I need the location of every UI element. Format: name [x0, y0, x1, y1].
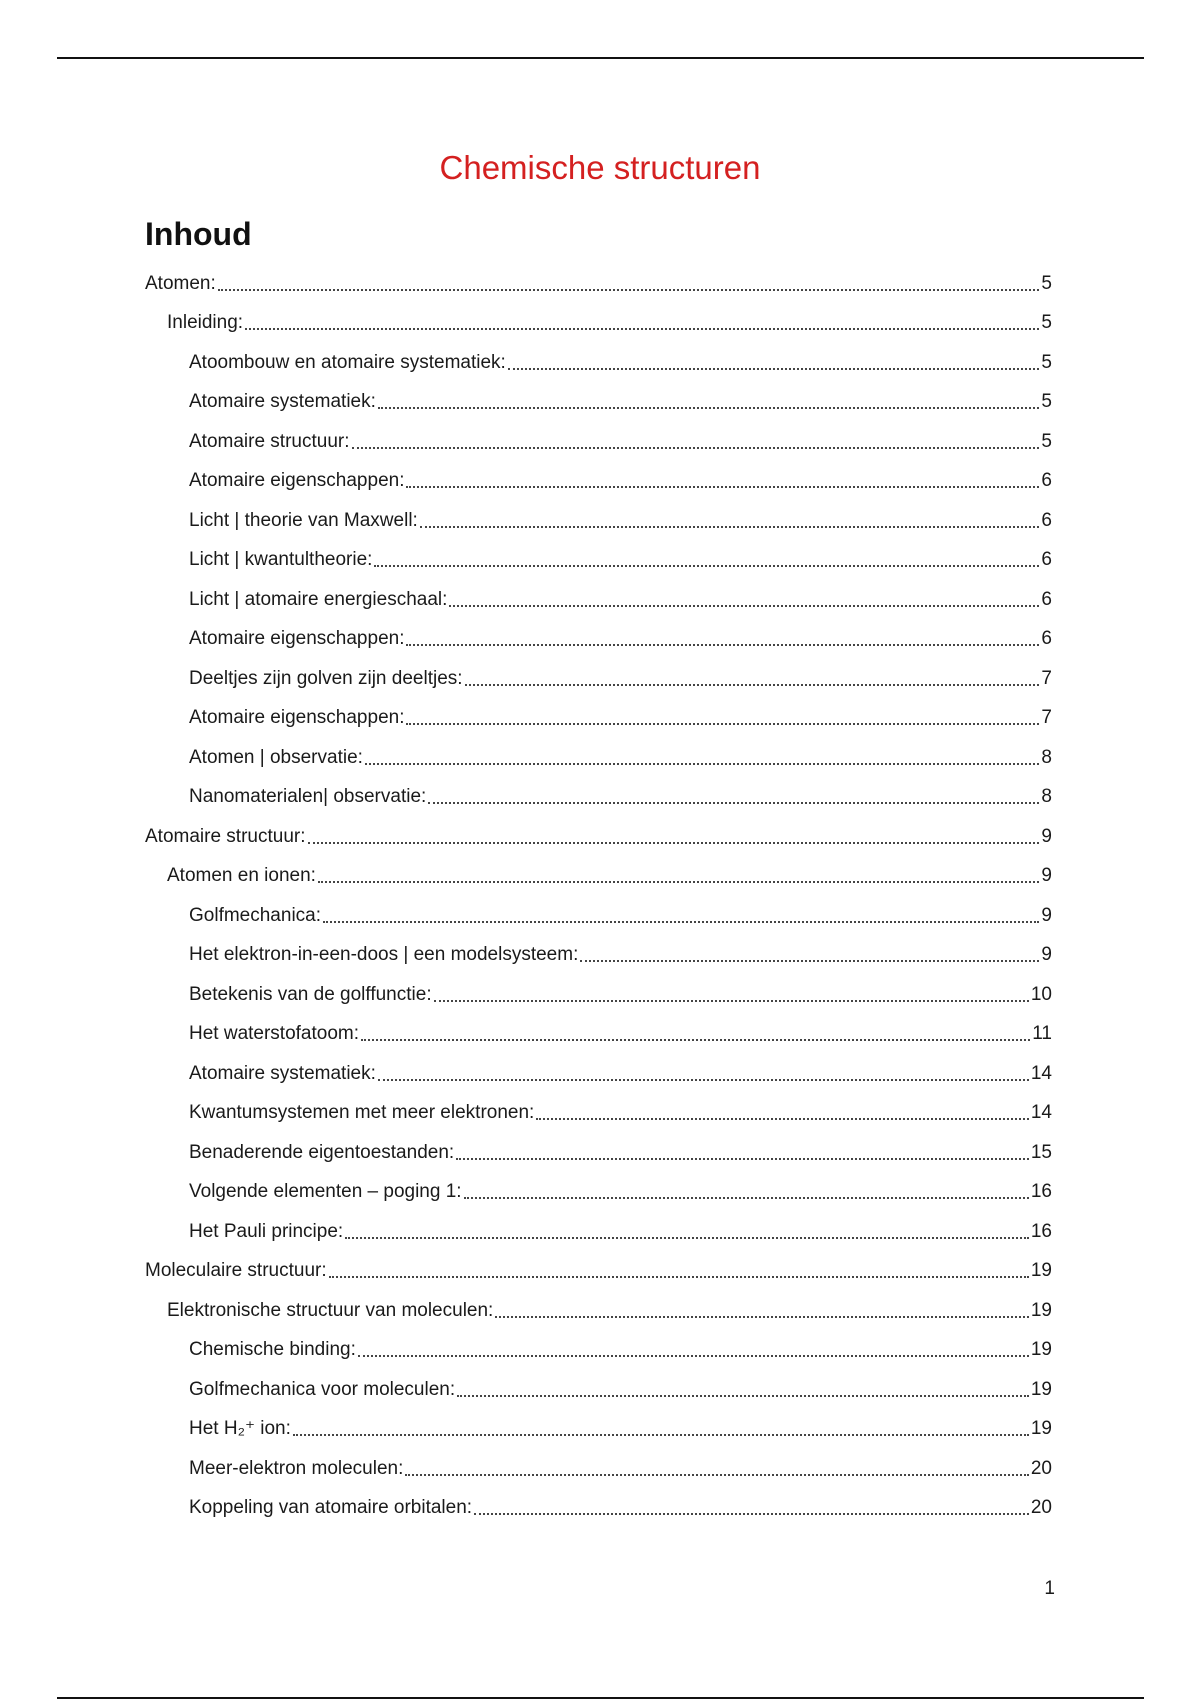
toc-entry-page: 9	[1041, 865, 1052, 886]
toc-entry-page: 6	[1041, 628, 1052, 649]
toc-entry[interactable]	[189, 1491, 1052, 1521]
toc-entry-label: Atomaire eigenschappen:	[189, 470, 405, 491]
toc-entry-page: 8	[1041, 747, 1052, 768]
toc-entry-leader	[434, 1000, 1029, 1002]
toc-entry[interactable]	[167, 1294, 1052, 1324]
toc-entry-label: Atomaire systematiek:	[189, 1063, 376, 1084]
toc-entry-label: Atomaire systematiek:	[189, 391, 376, 412]
toc-entry-leader	[352, 447, 1040, 449]
toc-entry-label: Elektronische structuur van moleculen:	[167, 1300, 494, 1321]
toc-entry[interactable]	[189, 1215, 1052, 1245]
toc-entry-page: 19	[1030, 1418, 1052, 1439]
footer-rule	[57, 1697, 1144, 1699]
toc-entry-leader	[457, 1395, 1029, 1397]
toc-entry-label: Het waterstofatoom:	[189, 1023, 360, 1044]
toc-entry-leader	[508, 368, 1040, 370]
toc-entry-leader	[449, 605, 1039, 607]
toc-entry[interactable]	[189, 899, 1052, 929]
toc-entry-page: 6	[1041, 470, 1052, 491]
toc-entry-leader	[293, 1434, 1029, 1436]
toc-entry[interactable]	[189, 938, 1052, 968]
toc-entry[interactable]	[189, 543, 1052, 573]
toc-entry-label: Atomaire eigenschappen:	[189, 628, 405, 649]
toc-entry-leader	[378, 407, 1040, 409]
toc-entry-leader	[474, 1513, 1029, 1515]
toc-entry-page: 11	[1032, 1023, 1052, 1044]
toc-entry-label: Betekenis van de golffunctie:	[189, 984, 432, 1005]
toc-entry[interactable]	[189, 1412, 1052, 1442]
toc-entry-label: Atomaire structuur:	[189, 431, 350, 452]
toc-entry-leader	[465, 684, 1040, 686]
toc-entry[interactable]	[189, 662, 1052, 692]
toc-entry-leader	[365, 763, 1040, 765]
toc-entry-page: 8	[1041, 786, 1052, 807]
toc-entry-page: 5	[1041, 273, 1052, 294]
toc-entry-leader	[406, 644, 1039, 646]
toc-entry[interactable]	[189, 1057, 1052, 1087]
toc-entry[interactable]	[145, 1254, 1052, 1284]
toc-entry[interactable]	[189, 978, 1052, 1008]
toc-entry-label: Licht | theorie van Maxwell:	[189, 510, 418, 531]
toc-entry-label: Licht | atomaire energieschaal:	[189, 589, 448, 610]
toc-entry-label: Koppeling van atomaire orbitalen:	[189, 1497, 473, 1518]
toc-entry-label: Atoombouw en atomaire systematiek:	[189, 352, 506, 373]
toc-entry-page: 5	[1041, 391, 1052, 412]
toc-entry-leader	[580, 960, 1039, 962]
toc-entry-label: Benaderende eigentoestanden:	[189, 1142, 455, 1163]
toc-entry-page: 5	[1041, 312, 1052, 333]
toc-entry-label: Het H₂⁺ ion:	[189, 1418, 291, 1439]
toc-entry-page: 5	[1041, 431, 1052, 452]
toc-entry-leader	[464, 1197, 1029, 1199]
toc-entry-page: 19	[1030, 1300, 1052, 1321]
toc-entry-leader	[405, 1474, 1028, 1476]
toc-entry[interactable]	[189, 425, 1052, 455]
toc-entry-page: 20	[1030, 1497, 1052, 1518]
toc-entry[interactable]	[167, 859, 1052, 889]
toc-entry-label: Deeltjes zijn golven zijn deeltjes:	[189, 668, 463, 689]
toc-entry-leader	[323, 921, 1039, 923]
toc-entry-label: Volgende elementen – poging 1:	[189, 1181, 462, 1202]
toc-entry[interactable]	[145, 820, 1052, 850]
toc-entry-leader	[406, 486, 1039, 488]
toc-entry-label: Atomen | observatie:	[189, 747, 363, 768]
document-title: Chemische structuren	[439, 149, 761, 186]
toc-entry[interactable]	[189, 1373, 1052, 1403]
toc-entry-page: 6	[1041, 589, 1052, 610]
toc-entry-label: Moleculaire structuur:	[145, 1260, 327, 1281]
toc-entry-page: 10	[1030, 984, 1052, 1005]
toc-heading: Inhoud	[145, 216, 252, 252]
toc-entry[interactable]	[189, 1017, 1052, 1047]
toc-entry-label: Licht | kwantultheorie:	[189, 549, 373, 570]
toc-entry[interactable]	[189, 1175, 1052, 1205]
toc-entry-leader	[358, 1355, 1029, 1357]
toc-entry-label: Atomaire structuur:	[145, 826, 306, 847]
toc-entry-leader	[378, 1079, 1029, 1081]
toc-entry-page: 9	[1041, 826, 1052, 847]
toc-entry[interactable]	[145, 267, 1052, 297]
toc-entry-label: Nanomaterialen| observatie:	[189, 786, 427, 807]
toc-entry-leader	[329, 1276, 1029, 1278]
toc-entry-label: Inleiding:	[167, 312, 244, 333]
toc-entry-label: Meer-elektron moleculen:	[189, 1458, 404, 1479]
toc-entry[interactable]	[189, 464, 1052, 494]
toc-entry[interactable]	[167, 306, 1052, 336]
toc-entry-leader	[345, 1237, 1029, 1239]
toc-entry-label: Het Pauli principe:	[189, 1221, 344, 1242]
header-rule	[57, 57, 1144, 59]
toc-entry[interactable]	[189, 1136, 1052, 1166]
toc-entry[interactable]	[189, 741, 1052, 771]
toc-entry[interactable]	[189, 346, 1052, 376]
toc-entry[interactable]	[189, 385, 1052, 415]
toc-entry[interactable]	[189, 1096, 1052, 1126]
toc-entry-label: Atomaire eigenschappen:	[189, 707, 405, 728]
toc-entry-leader	[406, 723, 1039, 725]
toc-entry[interactable]	[189, 780, 1052, 810]
toc-entry-page: 5	[1041, 352, 1052, 373]
toc-entry-label: Atomen en ionen:	[167, 865, 316, 886]
toc-entry-leader	[536, 1118, 1029, 1120]
toc-entry-label: Kwantumsystemen met meer elektronen:	[189, 1102, 535, 1123]
toc-entry-label: Het elektron-in-een-doos | een modelsysteem:	[189, 944, 579, 965]
toc-entry[interactable]	[189, 504, 1052, 534]
toc-entry-leader	[361, 1039, 1030, 1041]
toc-entry-page: 7	[1041, 707, 1052, 728]
toc-entry-leader	[456, 1158, 1029, 1160]
toc-entry-leader	[218, 289, 1040, 291]
page-number: 1	[1044, 1578, 1055, 1599]
toc-entry-page: 6	[1041, 510, 1052, 531]
toc-entry-label: Chemische binding:	[189, 1339, 356, 1360]
toc-entry-page: 7	[1041, 668, 1052, 689]
toc-entry-page: 14	[1030, 1063, 1052, 1084]
toc-entry-page: 20	[1030, 1458, 1052, 1479]
toc-entry[interactable]	[189, 1452, 1052, 1482]
toc-entry-leader	[420, 526, 1040, 528]
toc-entry-page: 16	[1030, 1221, 1052, 1242]
toc-entry-page: 14	[1030, 1102, 1052, 1123]
toc-entry-page: 19	[1030, 1379, 1052, 1400]
toc-entry-label: Atomen:	[145, 273, 216, 294]
toc-entry-page: 9	[1041, 944, 1052, 965]
toc-entry-page: 19	[1030, 1260, 1052, 1281]
toc-entry-leader	[428, 802, 1039, 804]
toc-entry-page: 19	[1030, 1339, 1052, 1360]
toc-entry-label: Golfmechanica voor moleculen:	[189, 1379, 456, 1400]
toc-entry-page: 16	[1030, 1181, 1052, 1202]
toc-entry-leader	[495, 1316, 1029, 1318]
toc-entry[interactable]	[189, 1333, 1052, 1363]
toc-entry-label: Golfmechanica:	[189, 905, 322, 926]
toc-entry[interactable]	[189, 622, 1052, 652]
toc-entry-leader	[308, 842, 1040, 844]
toc-entry[interactable]	[189, 583, 1052, 613]
toc-entry-leader	[374, 565, 1039, 567]
toc-entry-page: 15	[1030, 1142, 1052, 1163]
toc-entry-page: 9	[1041, 905, 1052, 926]
toc-entry-leader	[318, 881, 1039, 883]
toc-entry-leader	[245, 328, 1039, 330]
toc-entry-page: 6	[1041, 549, 1052, 570]
toc-entry[interactable]	[189, 701, 1052, 731]
